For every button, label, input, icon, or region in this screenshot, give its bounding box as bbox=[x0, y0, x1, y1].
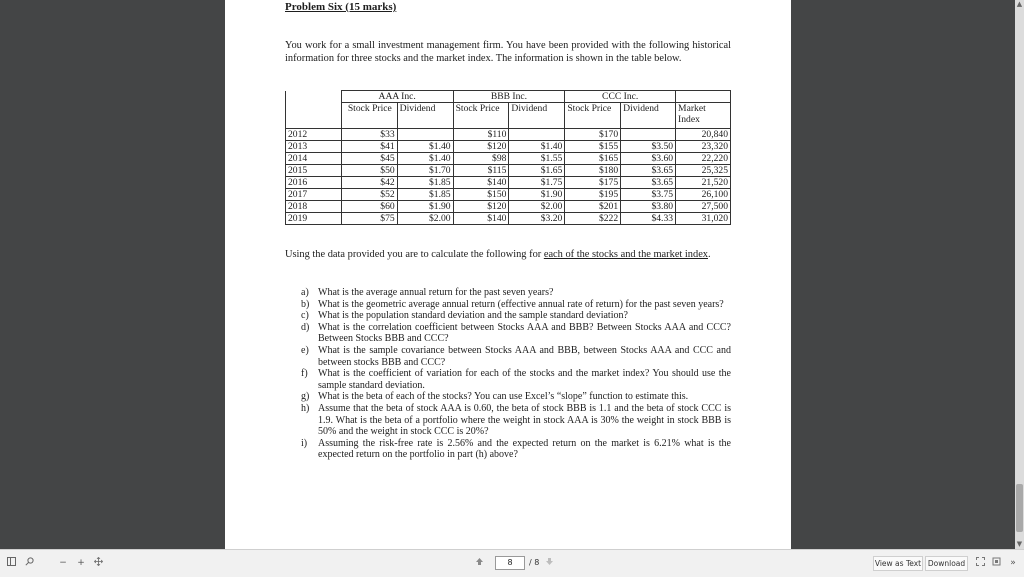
question-label: a) bbox=[301, 287, 309, 298]
scroll-up-icon[interactable]: ▲ bbox=[1016, 0, 1023, 8]
table-cell: $110 bbox=[453, 129, 509, 141]
table-cell: $150 bbox=[453, 189, 509, 201]
question-label: b) bbox=[301, 298, 310, 310]
table-cell: $140 bbox=[453, 213, 509, 225]
question-item bbox=[285, 322, 731, 345]
table-cell: $165 bbox=[565, 153, 621, 165]
table-cell: 23,320 bbox=[676, 141, 731, 153]
table-subheader-row bbox=[286, 103, 731, 129]
table-cell: 27,500 bbox=[676, 201, 731, 213]
instruction-paragraph bbox=[285, 249, 731, 261]
table-cell: $1.85 bbox=[397, 189, 453, 201]
table-cell: 20,840 bbox=[676, 129, 731, 141]
year-cell: 2014 bbox=[286, 153, 342, 165]
year-cell: 2013 bbox=[286, 141, 342, 153]
table-cell bbox=[621, 129, 676, 141]
question-text: What is the geometric average annual return (effective annual rate of return) for the past seven years? bbox=[318, 298, 724, 310]
vertical-scrollbar[interactable] bbox=[1015, 0, 1024, 549]
year-cell: 2015 bbox=[286, 165, 342, 177]
search-icon[interactable] bbox=[24, 557, 34, 569]
table-row bbox=[286, 213, 731, 225]
question-label: e) bbox=[301, 344, 309, 356]
table-cell: $2.00 bbox=[509, 201, 565, 213]
table-cell: 21,520 bbox=[676, 177, 731, 189]
question-item bbox=[285, 391, 731, 403]
scrollbar-thumb[interactable] bbox=[1016, 484, 1023, 532]
table-cell: $3.50 bbox=[621, 141, 676, 153]
question-label: d) bbox=[301, 321, 310, 333]
question-item bbox=[285, 368, 731, 391]
question-text: What is the population standard deviation and the sample standard deviation? bbox=[318, 310, 628, 322]
table-cell: $120 bbox=[453, 141, 509, 153]
question-text: What is the average annual return for the past seven years? bbox=[318, 287, 554, 298]
table-row bbox=[286, 189, 731, 201]
question-item bbox=[285, 310, 731, 322]
intro-paragraph: You work for a small investment management firm. You have been provided with the following historical information for three stocks and the market index. The information is shown in the table below. bbox=[285, 40, 731, 65]
table-cell: $140 bbox=[453, 177, 509, 189]
fit-page-icon[interactable] bbox=[93, 557, 103, 569]
table-cell: $1.55 bbox=[509, 153, 565, 165]
page-total: / 8 bbox=[529, 558, 540, 567]
question-label: c) bbox=[301, 310, 309, 322]
more-icon[interactable]: » bbox=[1010, 558, 1016, 568]
subheader-cell: Stock Price bbox=[565, 103, 621, 129]
table-cell: $3.65 bbox=[621, 177, 676, 189]
question-text: Assuming the risk-free rate is 2.56% and the expected return on the market is 6.21% what is the expected return on the portfolio in part (h) above? bbox=[318, 437, 731, 461]
table-cell: $195 bbox=[565, 189, 621, 201]
table-cell: 22,220 bbox=[676, 153, 731, 165]
table-row bbox=[286, 141, 731, 153]
question-text: What is the correlation coefficient between Stocks AAA and BBB? Between Stocks AAA and CCC? Between Stocks BBB and CCC? bbox=[318, 321, 731, 345]
group-header-ccc: CCC Inc. bbox=[565, 91, 676, 103]
question-text: What is the coefficient of variation for each of the stocks and the market index? You should use the sample standard deviation. bbox=[318, 368, 731, 391]
previous-page-icon[interactable] bbox=[474, 557, 484, 569]
instruction-suffix: . bbox=[708, 249, 711, 260]
table-cell: 25,325 bbox=[676, 165, 731, 177]
instruction-underlined: each of the stocks and the market index bbox=[543, 249, 708, 260]
table-cell: $3.20 bbox=[509, 213, 565, 225]
viewer-toolbar bbox=[0, 549, 1024, 577]
table-cell: $175 bbox=[565, 177, 621, 189]
question-item bbox=[285, 438, 731, 461]
table-cell: $3.60 bbox=[621, 153, 676, 165]
group-header-bbb: BBB Inc. bbox=[453, 91, 565, 103]
year-cell: 2019 bbox=[286, 213, 342, 225]
table-cell: $170 bbox=[565, 129, 621, 141]
subheader-cell: Dividend bbox=[509, 103, 565, 129]
zoom-out-button[interactable]: − bbox=[59, 558, 67, 568]
table-cell: $50 bbox=[341, 165, 397, 177]
table-cell: $222 bbox=[565, 213, 621, 225]
scroll-down-icon[interactable]: ▼ bbox=[1016, 540, 1023, 548]
question-label: h) bbox=[301, 402, 310, 414]
table-cell: $4.33 bbox=[621, 213, 676, 225]
empty-corner-cell bbox=[286, 103, 342, 129]
table-cell: $1.70 bbox=[397, 165, 453, 177]
table-cell: $98 bbox=[453, 153, 509, 165]
table-row bbox=[286, 165, 731, 177]
year-cell: 2012 bbox=[286, 129, 342, 141]
table-cell: 31,020 bbox=[676, 213, 731, 225]
table-cell: $1.40 bbox=[397, 153, 453, 165]
empty-header-cell bbox=[676, 91, 731, 103]
question-item bbox=[285, 287, 731, 299]
question-item bbox=[285, 299, 731, 311]
question-text: Assume that the beta of stock AAA is 0.60, the beta of stock BBB is 1.1 and the beta of stock CCC is 1.9. What is the beta of a portfolio where the weight in stock AAA is 30% the weight in stock BBB is 50% and the weight in stock CCC is 20%? bbox=[318, 402, 731, 438]
year-cell: 2018 bbox=[286, 201, 342, 213]
next-page-icon[interactable] bbox=[544, 557, 554, 569]
table-cell: $1.40 bbox=[397, 141, 453, 153]
subheader-cell: Dividend bbox=[621, 103, 676, 129]
subheader-cell: Stock Price bbox=[341, 103, 397, 129]
box-logo-icon[interactable] bbox=[991, 557, 1001, 569]
zoom-in-button[interactable]: + bbox=[77, 558, 85, 568]
group-header-aaa: AAA Inc. bbox=[341, 91, 453, 103]
table-cell: $42 bbox=[341, 177, 397, 189]
sidebar-toggle-icon[interactable] bbox=[6, 557, 16, 569]
table-cell: 26,100 bbox=[676, 189, 731, 201]
table-cell: $1.65 bbox=[509, 165, 565, 177]
table-row bbox=[286, 201, 731, 213]
table-cell: $1.90 bbox=[397, 201, 453, 213]
question-item bbox=[285, 345, 731, 368]
table-cell: $1.90 bbox=[509, 189, 565, 201]
question-text: What is the sample covariance between Stocks AAA and BBB, between Stocks AAA and CCC and between stocks BBB and CCC? bbox=[318, 344, 731, 368]
page-number-input[interactable]: 8 bbox=[495, 556, 525, 570]
table-cell: $3.65 bbox=[621, 165, 676, 177]
table-cell: $1.40 bbox=[509, 141, 565, 153]
table-cell bbox=[509, 129, 565, 141]
subheader-cell: Dividend bbox=[397, 103, 453, 129]
table-header-row bbox=[286, 91, 731, 103]
table-row bbox=[286, 153, 731, 165]
question-label: i) bbox=[301, 437, 308, 449]
question-label: f) bbox=[301, 368, 308, 380]
table-cell: $45 bbox=[341, 153, 397, 165]
problem-heading: Problem Six (15 marks) bbox=[285, 1, 397, 13]
table-cell: $180 bbox=[565, 165, 621, 177]
table-cell: $1.75 bbox=[509, 177, 565, 189]
table-row bbox=[286, 177, 731, 189]
question-item bbox=[285, 403, 731, 438]
table-cell: $41 bbox=[341, 141, 397, 153]
table-cell: $33 bbox=[341, 129, 397, 141]
table-cell: $75 bbox=[341, 213, 397, 225]
question-list bbox=[285, 287, 731, 461]
table-cell: $115 bbox=[453, 165, 509, 177]
table-cell bbox=[397, 129, 453, 141]
table-cell: $3.80 bbox=[621, 201, 676, 213]
fullscreen-icon[interactable] bbox=[975, 557, 985, 569]
view-as-text-button[interactable]: View as Text bbox=[873, 556, 923, 571]
empty-corner-cell bbox=[286, 91, 342, 103]
subheader-cell: Market Index bbox=[676, 103, 731, 129]
table-cell: $60 bbox=[341, 201, 397, 213]
table-cell: $155 bbox=[565, 141, 621, 153]
document-page bbox=[225, 0, 791, 549]
stock-data-table bbox=[285, 90, 731, 225]
year-cell: 2017 bbox=[286, 189, 342, 201]
table-cell: $3.75 bbox=[621, 189, 676, 201]
year-cell: 2016 bbox=[286, 177, 342, 189]
table-cell: $2.00 bbox=[397, 213, 453, 225]
subheader-cell: Stock Price bbox=[453, 103, 509, 129]
table-cell: $52 bbox=[341, 189, 397, 201]
table-cell: $201 bbox=[565, 201, 621, 213]
table-cell: $1.85 bbox=[397, 177, 453, 189]
table-row bbox=[286, 129, 731, 141]
instruction-prefix: Using the data provided you are to calculate the following for bbox=[285, 249, 544, 260]
table-cell: $120 bbox=[453, 201, 509, 213]
question-text: What is the beta of each of the stocks? You can use Excel’s “slope” function to estimate this. bbox=[318, 391, 689, 403]
download-button[interactable]: Download bbox=[925, 556, 968, 571]
question-label: g) bbox=[301, 391, 310, 403]
